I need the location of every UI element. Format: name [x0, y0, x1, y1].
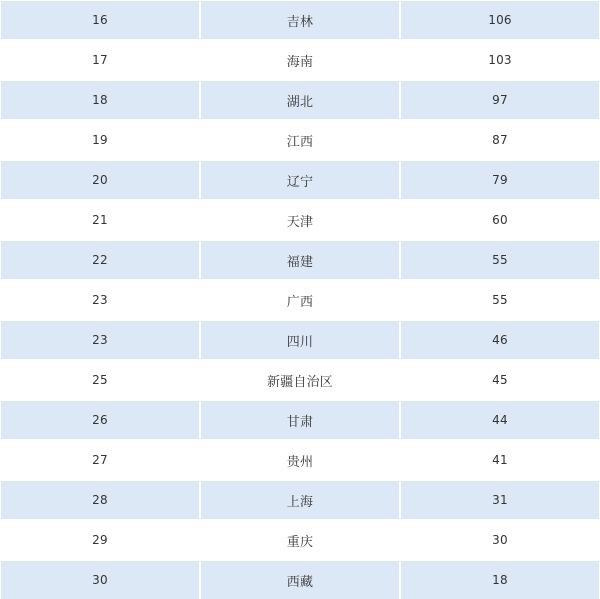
rank-cell: 22: [1, 241, 199, 279]
province-cell: 福建: [201, 241, 399, 279]
table-row: [1, 1, 599, 39]
province-cell: 吉林: [201, 1, 399, 39]
table-row: [1, 241, 599, 279]
table-row: [1, 81, 599, 119]
ranking-table: [1, 0, 599, 599]
table-row: [1, 561, 599, 599]
province-cell: 海南: [201, 41, 399, 79]
table-row: [1, 321, 599, 359]
province-cell: 湖北: [201, 81, 399, 119]
rank-cell: 20: [1, 161, 199, 199]
rank-cell: 30: [1, 561, 199, 599]
table-row: [1, 521, 599, 559]
rank-cell: 17: [1, 41, 199, 79]
count-cell: 18: [401, 561, 599, 599]
table-row: [1, 441, 599, 479]
rank-cell: 29: [1, 521, 199, 559]
rank-cell: 25: [1, 361, 199, 399]
count-cell: 55: [401, 241, 599, 279]
table-row: [1, 201, 599, 239]
rank-cell: 16: [1, 1, 199, 39]
count-cell: 87: [401, 121, 599, 159]
province-cell: 江西: [201, 121, 399, 159]
count-cell: 97: [401, 81, 599, 119]
province-cell: 上海: [201, 481, 399, 519]
table-row: [1, 281, 599, 319]
table-row: [1, 121, 599, 159]
count-cell: 44: [401, 401, 599, 439]
rank-cell: 23: [1, 281, 199, 319]
table-row: [1, 41, 599, 79]
table-row: [1, 481, 599, 519]
province-cell: 天津: [201, 201, 399, 239]
rank-cell: 19: [1, 121, 199, 159]
count-cell: 60: [401, 201, 599, 239]
rank-cell: 21: [1, 201, 199, 239]
rank-cell: 27: [1, 441, 199, 479]
province-cell: 辽宁: [201, 161, 399, 199]
province-cell: 广西: [201, 281, 399, 319]
table-row: [1, 401, 599, 439]
count-cell: 45: [401, 361, 599, 399]
province-cell: 重庆: [201, 521, 399, 559]
count-cell: 79: [401, 161, 599, 199]
count-cell: 41: [401, 441, 599, 479]
count-cell: 46: [401, 321, 599, 359]
table-row: [1, 161, 599, 199]
table-row: [1, 361, 599, 399]
province-cell: 贵州: [201, 441, 399, 479]
count-cell: 31: [401, 481, 599, 519]
count-cell: 30: [401, 521, 599, 559]
rank-cell: 18: [1, 81, 199, 119]
count-cell: 103: [401, 41, 599, 79]
rank-cell: 28: [1, 481, 199, 519]
province-cell: 甘肃: [201, 401, 399, 439]
rank-cell: 26: [1, 401, 199, 439]
province-cell: 四川: [201, 321, 399, 359]
province-cell: 西藏: [201, 561, 399, 599]
rank-cell: 23: [1, 321, 199, 359]
province-cell: 新疆自治区: [201, 361, 399, 399]
count-cell: 55: [401, 281, 599, 319]
count-cell: 106: [401, 1, 599, 39]
